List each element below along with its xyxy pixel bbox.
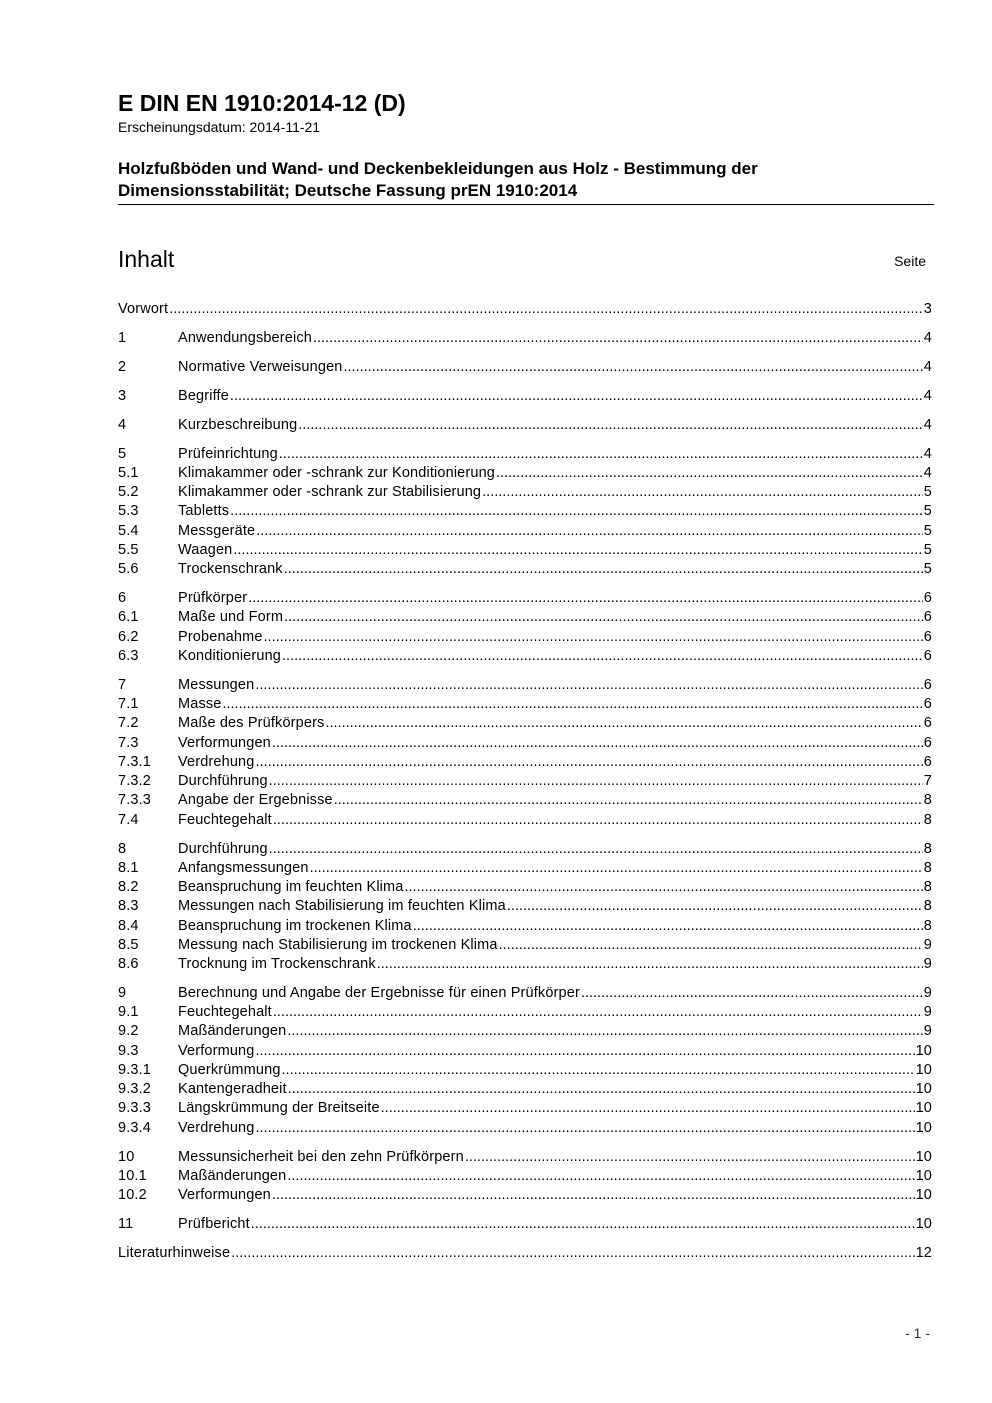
document-title: E DIN EN 1910:2014-12 (D): [118, 90, 406, 116]
toc-entry: [118, 416, 932, 435]
toc-entry-label: Probenahme: [178, 628, 263, 645]
toc-entry-label: Maße und Form: [178, 609, 284, 626]
toc-entry-page: 9: [923, 984, 932, 1001]
toc-entry-label: Tabletts: [178, 503, 230, 520]
toc-entry-number: 8.4: [118, 917, 139, 934]
publication-date: Erscheinungsdatum: 2014-11-21: [118, 119, 321, 135]
toc-entry-page: 8: [923, 840, 932, 857]
toc-entry-label: Verdrehung: [178, 753, 255, 770]
toc-entry-number: 3: [118, 387, 127, 404]
toc-group: [118, 387, 932, 406]
toc-entry-number: 6: [118, 590, 127, 607]
toc-entry-number: 2: [118, 358, 127, 375]
toc-entry: [118, 859, 932, 878]
toc-entry-label: Waagen: [178, 541, 233, 558]
toc-entry-number: 5.3: [118, 503, 139, 520]
toc-group: [118, 1215, 932, 1234]
toc-entry-label: Masse: [178, 696, 222, 713]
toc-entry-page: 9: [923, 936, 932, 953]
toc-dot-leader: [325, 714, 922, 733]
toc-entry-page: 10: [915, 1167, 932, 1184]
toc-entry: [118, 502, 932, 521]
toc-entry: [118, 1061, 932, 1080]
toc-entry: [118, 445, 932, 464]
toc-entry-page: 9: [923, 1023, 932, 1040]
toc-dot-leader: [269, 840, 923, 859]
toc-dot-leader: [272, 1186, 915, 1205]
toc-dot-leader: [284, 560, 923, 579]
toc-entry-label: Beanspruchung im feuchten Klima: [178, 879, 404, 895]
toc-dot-leader: [282, 1061, 915, 1080]
toc-entry: [118, 358, 932, 377]
toc-entry-number: 9.3.3: [118, 1100, 151, 1117]
toc-entry-number: 8.5: [118, 936, 139, 953]
toc-entry-page: 8: [923, 859, 932, 876]
page-number: - 1 -: [905, 1325, 930, 1341]
toc-entry: [118, 541, 932, 560]
toc-dot-leader: [231, 1244, 914, 1263]
toc-entry-number: 9.3.4: [118, 1119, 151, 1136]
toc-entry-label: Verformungen: [178, 734, 271, 751]
toc-entry: [118, 589, 932, 608]
toc-heading-row: [118, 244, 926, 276]
toc-entry-number: 7: [118, 676, 127, 693]
toc-entry-page: 10: [915, 1119, 932, 1136]
toc-entry-page: 6: [923, 609, 932, 626]
toc-dot-leader: [287, 1167, 914, 1186]
toc-entry: [118, 1003, 932, 1022]
toc-entry-number: 5.2: [118, 484, 139, 501]
toc-dot-leader: [255, 1042, 914, 1061]
toc-entry-number: 5.1: [118, 464, 139, 481]
toc-entry-number: 7.3: [118, 734, 139, 751]
toc-entry-number: 8.1: [118, 859, 139, 876]
toc-dot-leader: [264, 628, 923, 647]
toc-entry: [118, 300, 932, 319]
toc-entry: [118, 811, 932, 830]
toc-entry-label: Prüfeinrichtung: [178, 445, 278, 462]
toc-entry-number: 10.1: [118, 1167, 147, 1184]
toc-entry-label: Maßänderungen: [178, 1023, 287, 1040]
toc-entry-page: 8: [923, 879, 932, 895]
toc-dot-leader: [222, 695, 922, 714]
toc-entry: [118, 936, 932, 955]
toc-entry-page: 6: [923, 715, 932, 732]
toc-entry-label: Feuchtegehalt: [178, 811, 272, 828]
toc-entry: [118, 1042, 932, 1061]
toc-entry-label: Messung nach Stabilisierung im trockenen Klima: [178, 936, 498, 953]
toc-entry-label: Durchführung: [178, 773, 268, 790]
toc-dot-leader: [405, 878, 923, 897]
toc-entry-number: 7.1: [118, 696, 139, 713]
toc-entry-label: Beanspruchung im trockenen Klima: [178, 917, 412, 934]
toc-entry-number: 7.3.3: [118, 792, 151, 809]
toc-group: [118, 589, 932, 666]
toc-entry-label: Kurzbeschreibung: [178, 416, 298, 433]
toc-entry-number: 8.2: [118, 879, 139, 895]
toc-entry-label: Verformungen: [178, 1187, 271, 1204]
toc-entry-number: 10.2: [118, 1187, 147, 1204]
toc-entry-label: Anwendungsbereich: [178, 329, 312, 346]
toc-entry: [118, 1148, 932, 1167]
toc-entry: [118, 955, 932, 974]
toc-entry-page: 5: [923, 522, 932, 539]
toc-dot-leader: [482, 483, 923, 502]
toc-entry-label: Durchführung: [178, 840, 268, 857]
toc-entry: [118, 984, 932, 1003]
toc-entry: [118, 387, 932, 406]
toc-entry: [118, 917, 932, 936]
toc-dot-leader: [288, 1080, 915, 1099]
toc-entry-number: 9.3: [118, 1042, 139, 1059]
toc-dot-leader: [499, 936, 923, 955]
toc-entry-page: 6: [923, 753, 932, 770]
toc-entry: [118, 714, 932, 733]
toc-dot-leader: [233, 541, 922, 560]
toc-entry-page: 12: [915, 1245, 932, 1261]
toc-dot-leader: [255, 676, 922, 695]
toc-group: [118, 1148, 932, 1206]
toc-entry-label: Vorwort: [118, 301, 169, 317]
toc-entry: [118, 878, 932, 897]
toc-entry-label: Maßänderungen: [178, 1167, 287, 1184]
toc-dot-leader: [344, 358, 923, 377]
toc-entry-page: 8: [923, 792, 932, 809]
toc-entry-number: 7.3.1: [118, 753, 151, 770]
toc-entry-label: Prüfkörper: [178, 590, 248, 607]
toc-entry-page: 4: [923, 358, 932, 375]
toc-entry-page: 4: [923, 329, 932, 346]
toc-entry-page: 10: [915, 1081, 932, 1098]
toc-dot-leader: [334, 791, 923, 810]
toc-entry: [118, 840, 932, 859]
toc-entry-number: 9.3.2: [118, 1081, 151, 1098]
toc-entry-page: 10: [915, 1061, 932, 1078]
toc-entry-page: 4: [923, 464, 932, 481]
toc-dot-leader: [284, 608, 923, 627]
toc-group: [118, 300, 932, 319]
toc-entry-number: 8.6: [118, 956, 139, 972]
toc-entry-page: 5: [923, 561, 932, 578]
toc-entry: [118, 695, 932, 714]
toc-entry-number: 10: [118, 1148, 135, 1165]
toc-dot-leader: [413, 917, 923, 936]
toc-dot-leader: [230, 502, 923, 521]
table-of-contents: [118, 300, 932, 1273]
toc-entry-number: 5.5: [118, 541, 139, 558]
toc-entry-label: Anfangsmessungen: [178, 859, 309, 876]
toc-entry-page: 10: [915, 1100, 932, 1117]
toc-dot-leader: [169, 300, 923, 319]
toc-dot-leader: [255, 1119, 914, 1138]
document-header: [118, 88, 934, 205]
toc-entry: [118, 791, 932, 810]
toc-entry-label: Messunsicherheit bei den zehn Prüfkörpern: [178, 1148, 464, 1165]
toc-dot-leader: [255, 753, 922, 772]
toc-entry: [118, 1080, 932, 1099]
toc-entry-label: Kantengeradheit: [178, 1081, 287, 1098]
toc-entry: [118, 522, 932, 541]
toc-entry-page: 3: [923, 301, 932, 317]
toc-entry-number: 8.3: [118, 898, 139, 915]
toc-entry-label: Längskrümmung der Breitseite: [178, 1100, 380, 1117]
toc-entry-label: Begriffe: [178, 387, 229, 404]
toc-dot-leader: [230, 387, 923, 406]
toc-entry-label: Trockenschrank: [178, 561, 283, 578]
toc-entry-page: 4: [923, 416, 932, 433]
toc-entry-number: 8: [118, 840, 127, 857]
toc-group: [118, 445, 932, 580]
toc-entry-label: Messgeräte: [178, 522, 256, 539]
toc-dot-leader: [251, 1215, 915, 1234]
toc-dot-leader: [282, 647, 923, 666]
toc-entry-label: Verdrehung: [178, 1119, 255, 1136]
toc-entry-page: 9: [923, 1004, 932, 1021]
toc-entry: [118, 1167, 932, 1186]
toc-entry: [118, 753, 932, 772]
toc-entry-number: 9.1: [118, 1004, 139, 1021]
toc-entry-number: 6.3: [118, 647, 139, 664]
toc-dot-leader: [269, 772, 923, 791]
toc-group: [118, 676, 932, 830]
toc-entry-number: 7.3.2: [118, 773, 151, 790]
toc-entry-label: Klimakammer oder -schrank zur Konditionierung: [178, 464, 496, 481]
toc-group: [118, 416, 932, 435]
toc-entry-number: 9.3.1: [118, 1061, 151, 1078]
toc-page-column-label: Seite: [894, 253, 926, 269]
toc-entry-number: 6.2: [118, 628, 139, 645]
toc-entry-page: 10: [915, 1148, 932, 1165]
toc-entry: [118, 647, 932, 666]
toc-entry-page: 5: [923, 484, 932, 501]
toc-entry: [118, 608, 932, 627]
toc-dot-leader: [310, 859, 923, 878]
toc-group: [118, 984, 932, 1138]
toc-entry: [118, 897, 932, 916]
toc-entry-label: Normative Verweisungen: [178, 358, 343, 375]
toc-entry-page: 8: [923, 898, 932, 915]
toc-entry-label: Konditionierung: [178, 647, 282, 664]
toc-dot-leader: [273, 811, 923, 830]
toc-group: [118, 840, 932, 975]
toc-dot-leader: [272, 734, 923, 753]
toc-dot-leader: [313, 329, 923, 348]
toc-entry-page: 10: [915, 1187, 932, 1204]
toc-entry-page: 6: [923, 734, 932, 751]
toc-entry-page: 6: [923, 676, 932, 693]
toc-entry-page: 7: [923, 773, 932, 790]
toc-entry-page: 6: [923, 647, 932, 664]
toc-entry-page: 5: [923, 541, 932, 558]
toc-entry-label: Verformung: [178, 1042, 255, 1059]
toc-entry-page: 8: [923, 811, 932, 828]
toc-entry-page: 5: [923, 503, 932, 520]
toc-dot-leader: [507, 897, 923, 916]
toc-entry-number: 7.4: [118, 811, 139, 828]
toc-entry: [118, 1022, 932, 1041]
toc-entry-label: Maße des Prüfkörpers: [178, 715, 325, 732]
toc-entry-page: 10: [915, 1042, 932, 1059]
toc-group: [118, 1244, 932, 1263]
toc-entry-page: 4: [923, 387, 932, 404]
toc-entry-page: 4: [923, 445, 932, 462]
toc-entry-label: Messungen nach Stabilisierung im feuchten Klima: [178, 898, 506, 915]
document-subject: Holzfußböden und Wand- und Deckenbekleidungen aus Holz - Bestimmung der Dimensionsstabilität; Deutsche Fassung prEN 1910:2014: [118, 158, 934, 205]
toc-entry-label: Angabe der Ergebnisse: [178, 792, 333, 809]
toc-entry-number: 6.1: [118, 609, 139, 626]
toc-entry-number: 5.4: [118, 522, 139, 539]
toc-entry-number: 1: [118, 329, 127, 346]
toc-entry-label: Querkrümmung: [178, 1061, 281, 1078]
toc-entry-number: 11: [118, 1216, 134, 1233]
toc-entry: [118, 772, 932, 791]
toc-dot-leader: [279, 445, 923, 464]
toc-entry: [118, 1215, 932, 1234]
toc-entry-label: Trocknung im Trockenschrank: [178, 956, 376, 972]
toc-entry-label: Klimakammer oder -schrank zur Stabilisierung: [178, 484, 482, 501]
toc-entry-label: Feuchtegehalt: [178, 1004, 272, 1021]
toc-entry-number: 5.6: [118, 561, 139, 578]
toc-entry-page: 10: [915, 1216, 932, 1233]
toc-entry: [118, 1244, 932, 1263]
toc-dot-leader: [581, 984, 923, 1003]
toc-entry-label: Literaturhinweise: [118, 1245, 231, 1261]
toc-entry: [118, 329, 932, 348]
toc-dot-leader: [256, 522, 923, 541]
toc-entry: [118, 464, 932, 483]
toc-entry-number: 4: [118, 416, 127, 433]
toc-entry: [118, 1099, 932, 1118]
toc-entry-number: 9: [118, 984, 127, 1001]
toc-entry: [118, 734, 932, 753]
toc-entry-page: 6: [923, 628, 932, 645]
toc-dot-leader: [287, 1022, 922, 1041]
toc-group: [118, 358, 932, 377]
toc-dot-leader: [248, 589, 923, 608]
toc-title: Inhalt: [118, 246, 175, 272]
toc-dot-leader: [381, 1099, 915, 1118]
toc-entry: [118, 1119, 932, 1138]
toc-entry-label: Messungen: [178, 676, 255, 693]
toc-entry-number: 7.2: [118, 715, 139, 732]
toc-entry-number: 5: [118, 445, 127, 462]
toc-dot-leader: [298, 416, 923, 435]
toc-entry: [118, 1186, 932, 1205]
toc-entry: [118, 560, 932, 579]
toc-group: [118, 329, 932, 348]
toc-entry: [118, 483, 932, 502]
toc-entry-label: Prüfbericht: [178, 1216, 250, 1233]
toc-entry-number: 9.2: [118, 1023, 139, 1040]
toc-entry-page: 6: [923, 696, 932, 713]
toc-dot-leader: [273, 1003, 923, 1022]
toc-entry-page: 9: [923, 956, 932, 972]
toc-entry-page: 8: [923, 917, 932, 934]
toc-entry-label: Berechnung und Angabe der Ergebnisse für einen Prüfkörper: [178, 984, 580, 1001]
toc-entry-page: 6: [923, 590, 932, 607]
toc-dot-leader: [377, 955, 923, 974]
toc-entry: [118, 676, 932, 695]
toc-dot-leader: [465, 1148, 915, 1167]
toc-entry: [118, 628, 932, 647]
toc-dot-leader: [496, 464, 923, 483]
